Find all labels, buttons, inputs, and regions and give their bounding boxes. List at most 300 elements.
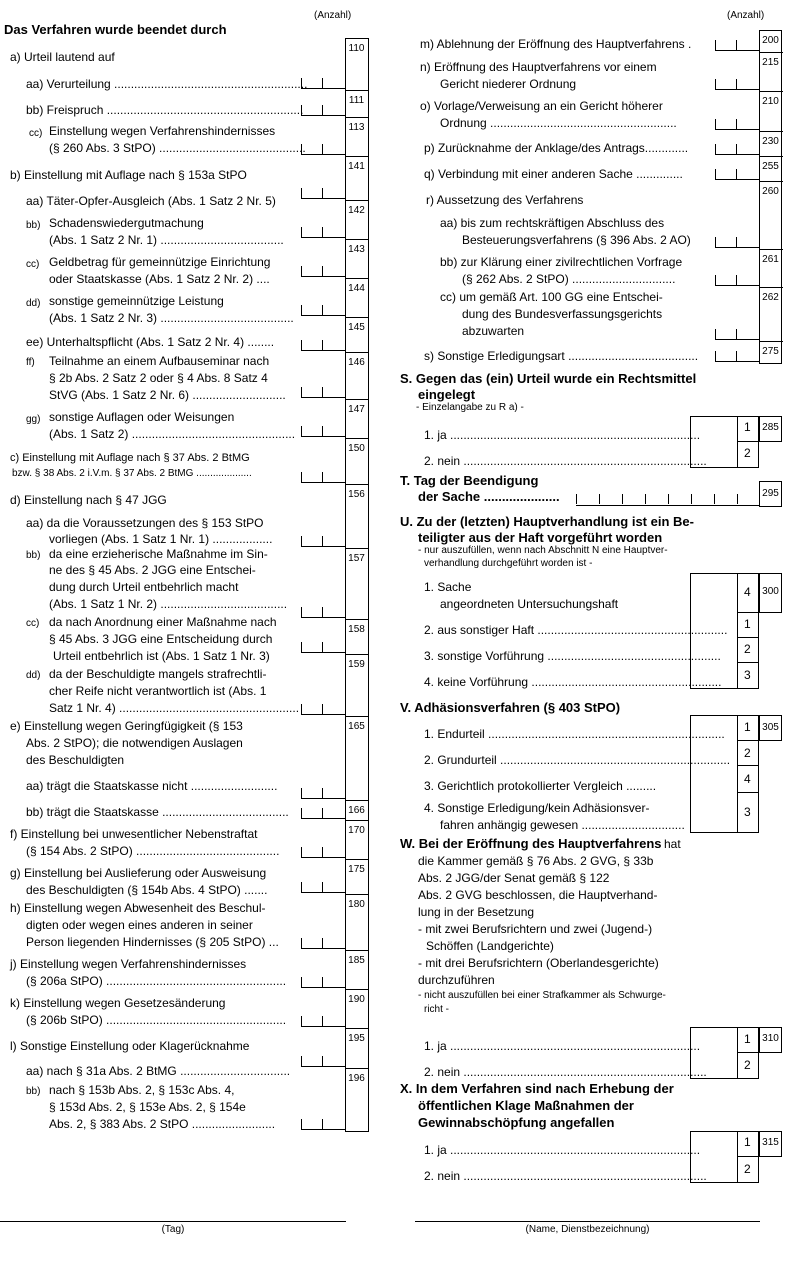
count-field-tick[interactable] xyxy=(322,227,323,237)
code-number: 230 xyxy=(762,136,779,147)
code-cell-divider xyxy=(345,352,369,353)
count-field-tick[interactable] xyxy=(715,144,716,154)
item-r-cc-l3: abzuwarten xyxy=(462,324,525,338)
date-digit-tick[interactable] xyxy=(714,494,715,504)
code-cell-divider xyxy=(759,131,783,132)
code-cell-divider xyxy=(759,156,783,157)
item-d-bb-l2: ne des § 45 Abs. 2 JGG eine Entschei- xyxy=(49,563,256,577)
item-d-cc-l1: da nach Anordnung einer Maßnahme nach xyxy=(49,615,277,629)
code-cell-divider xyxy=(345,859,369,860)
section-v-opt3: 3. Gerichtlich protokollierter Vergleich ......... xyxy=(424,779,657,793)
count-field-tick[interactable] xyxy=(322,607,323,617)
item-d-bb-l3: dung durch Urteil entbehrlich macht xyxy=(49,580,239,594)
code-number: 113 xyxy=(348,122,365,133)
item-c-l1: c) Einstellung mit Auflage nach § 37 Abs. 2 BtMG xyxy=(10,452,250,464)
count-field-tick[interactable] xyxy=(322,144,323,154)
item-n-l1: n) Eröffnung des Hauptverfahrens vor einem xyxy=(420,60,657,74)
item-d-dd-l3: Satz 1 Nr. 4) ...................................................... xyxy=(49,701,300,715)
count-field-tick[interactable] xyxy=(322,1119,323,1129)
count-field-tick[interactable] xyxy=(322,472,323,482)
right-code-column-top xyxy=(759,30,782,31)
section-w-code: 310 xyxy=(762,1033,779,1044)
item-d-bb-l4: (Abs. 1 Satz 1 Nr. 2) ...................................... xyxy=(49,597,288,611)
section-x-title-l3: Gewinnabschöpfung angefallen xyxy=(418,1115,615,1130)
count-field[interactable] xyxy=(715,50,759,51)
date-digit-tick[interactable] xyxy=(737,494,738,504)
code-number: 144 xyxy=(348,283,365,294)
count-field-tick[interactable] xyxy=(301,472,302,482)
item-d-bb-prefix: bb) xyxy=(26,550,41,561)
code-cell-divider xyxy=(345,950,369,951)
item-e-l2: Abs. 2 StPO); die notwendigen Auslagen xyxy=(26,736,243,750)
key-value: 1 xyxy=(744,1135,751,1149)
count-field-tick[interactable] xyxy=(322,642,323,652)
section-t-title-l1: T. Tag der Beendigung xyxy=(400,473,539,488)
count-field-tick[interactable] xyxy=(736,40,737,50)
item-d-dd-l1: da der Beschuldigte mangels strafrechtli- xyxy=(49,667,267,681)
count-field[interactable] xyxy=(301,154,345,155)
code-number: 185 xyxy=(348,955,365,966)
key-value: 2 xyxy=(744,446,751,460)
item-b-cc-l2: oder Staatskasse (Abs. 1 Satz 2 Nr. 2) .... xyxy=(49,272,270,286)
item-r-bb-l1: bb) zur Klärung einer zivilrechtlichen Vorfrage xyxy=(440,255,683,269)
count-field[interactable] xyxy=(715,285,759,286)
count-field-tick[interactable] xyxy=(301,387,302,397)
section-u-opt3: 3. sonstige Vorführung .................................................... xyxy=(424,649,721,663)
date-signature-line[interactable] xyxy=(0,1221,346,1222)
item-b-gg-l1: sonstige Auflagen oder Weisungen xyxy=(49,410,235,424)
count-field[interactable] xyxy=(301,436,345,437)
code-number: 260 xyxy=(762,186,779,197)
code-number: 170 xyxy=(348,825,365,836)
count-field-tick[interactable] xyxy=(301,1056,302,1066)
section-v-opt2: 2. Grundurteil ..................................................................... xyxy=(424,753,731,767)
key-value: 3 xyxy=(744,805,751,819)
item-e-aa: aa) trägt die Staatskasse nicht .......................... xyxy=(26,779,278,793)
count-field[interactable] xyxy=(301,482,345,483)
section-v-code: 305 xyxy=(762,722,779,733)
count-field-tick[interactable] xyxy=(322,808,323,818)
item-b-ee: ee) Unterhaltspflicht (Abs. 1 Satz 2 Nr. 4) ........ xyxy=(26,335,275,349)
key-value: 4 xyxy=(744,585,751,599)
item-l-aa: aa) nach § 31a Abs. 2 BtMG ................................. xyxy=(26,1064,291,1078)
section-t-title-l2: der Sache ..................... xyxy=(418,489,560,504)
right-code-column-left-edge xyxy=(759,30,760,364)
count-field-tick[interactable] xyxy=(715,351,716,361)
code-number: 210 xyxy=(762,96,779,107)
count-field[interactable] xyxy=(301,1066,345,1067)
code-number: 150 xyxy=(348,443,365,454)
count-field-tick[interactable] xyxy=(301,1016,302,1026)
count-field-tick[interactable] xyxy=(322,188,323,198)
section-s-note: - Einzelangabe zu R a) - xyxy=(416,402,524,413)
code-number: 156 xyxy=(348,489,365,500)
count-field-tick[interactable] xyxy=(301,704,302,714)
item-h-l1: h) Einstellung wegen Abwesenheit des Beschul- xyxy=(10,901,266,915)
section-w-note-l1: - nicht auszufüllen bei einer Strafkammer als Schwurge- xyxy=(418,990,666,1001)
section-s-ja: 1. ja ........................................................................... xyxy=(424,428,701,442)
count-field-tick[interactable] xyxy=(322,426,323,436)
section-u-title-l1: U. Zu der (letzten) Hauptverhandlung ist ein Be- xyxy=(400,514,694,529)
date-digit-tick[interactable] xyxy=(645,494,646,504)
section-v-opt4-l1: 4. Sonstige Erledigung/kein Adhäsionsver- xyxy=(424,801,650,815)
section-u-opt1-l1: 1. Sache xyxy=(424,580,472,594)
section-x-title-l2: öffentlichen Klage Maßnahmen der xyxy=(418,1098,634,1113)
count-field-tick[interactable] xyxy=(301,227,302,237)
item-g-l1: g) Einstellung bei Auslieferung oder Ausweisung xyxy=(10,866,267,880)
count-field-tick[interactable] xyxy=(301,266,302,276)
count-field-tick[interactable] xyxy=(301,144,302,154)
section-v-answer-field[interactable] xyxy=(690,715,738,833)
section-w-l5: lung in der Besetzung xyxy=(418,905,535,919)
code-number: 158 xyxy=(348,624,365,635)
count-field[interactable] xyxy=(301,397,345,398)
right-code-column-right-edge xyxy=(781,30,782,364)
section-w-l6: - mit zwei Berufsrichtern und zwei (Jugend-) xyxy=(418,922,653,936)
count-field[interactable] xyxy=(301,617,345,618)
item-m: m) Ablehnung der Eröffnung des Hauptverfahrens . xyxy=(420,37,692,51)
count-field-tick[interactable] xyxy=(736,169,737,179)
count-field-tick[interactable] xyxy=(322,1056,323,1066)
count-field-tick[interactable] xyxy=(301,977,302,987)
count-field-tick[interactable] xyxy=(322,938,323,948)
count-field-tick[interactable] xyxy=(322,1016,323,1026)
item-a-cc-l1: Einstellung wegen Verfahrenshindernisses xyxy=(49,124,276,138)
count-field-tick[interactable] xyxy=(322,305,323,315)
count-field[interactable] xyxy=(715,179,759,180)
date-caption: (Tag) xyxy=(161,1224,185,1235)
item-o-l1: o) Vorlage/Verweisung an ein Gericht höherer xyxy=(420,99,663,113)
count-field[interactable] xyxy=(301,88,345,89)
item-r-aa-l2: Besteuerungsverfahrens (§ 396 Abs. 2 AO) xyxy=(462,233,691,247)
section-u-opt4: 4. keine Vorführung ......................................................... xyxy=(424,675,722,689)
count-field-tick[interactable] xyxy=(322,78,323,88)
item-b-ff-l1: Teilnahme an einem Aufbauseminar nach xyxy=(49,354,270,368)
code-cell-divider xyxy=(345,548,369,549)
section-w-ja: 1. ja ........................................................................... xyxy=(424,1039,701,1053)
count-field[interactable] xyxy=(301,948,345,949)
count-field-tick[interactable] xyxy=(322,977,323,987)
count-field-tick[interactable] xyxy=(322,704,323,714)
count-field-tick[interactable] xyxy=(736,119,737,129)
count-field-tick[interactable] xyxy=(301,938,302,948)
item-d-aa-l1: aa) da die Voraussetzungen des § 153 StPO xyxy=(26,516,264,530)
code-cell-divider xyxy=(345,820,369,821)
code-column-left-edge xyxy=(345,38,346,1132)
count-field-tick[interactable] xyxy=(715,329,716,339)
item-b-bb-prefix: bb) xyxy=(26,220,41,231)
count-field[interactable] xyxy=(301,546,345,547)
item-r-aa-l1: aa) bis zum rechtskräftigen Abschluss des xyxy=(440,216,665,230)
item-r-cc-l2: dung des Bundesverfassungsgerichts xyxy=(462,307,663,321)
code-cell-divider xyxy=(345,156,369,157)
count-field-tick[interactable] xyxy=(736,329,737,339)
section-x-nein: 2. nein ......................................................................... xyxy=(424,1169,707,1183)
section-s-nein: 2. nein ......................................................................... xyxy=(424,454,707,468)
code-number: 275 xyxy=(762,346,779,357)
count-field-tick[interactable] xyxy=(322,340,323,350)
section-u-opt1-l2: angeordneten Untersuchungshaft xyxy=(440,597,619,611)
count-field-tick[interactable] xyxy=(322,788,323,798)
item-d-cc-l3: Urteil entbehrlich ist (Abs. 1 Satz 1 Nr. 3) xyxy=(53,649,270,663)
count-field[interactable] xyxy=(715,154,759,155)
count-field[interactable] xyxy=(715,247,759,248)
code-cell-divider xyxy=(345,484,369,485)
count-field[interactable] xyxy=(715,129,759,130)
code-number: 143 xyxy=(348,244,365,255)
count-field[interactable] xyxy=(301,652,345,653)
code-number: 166 xyxy=(348,805,365,816)
code-number: 190 xyxy=(348,994,365,1005)
key-value: 4 xyxy=(744,772,751,786)
item-a-cc-l2: (§ 260 Abs. 3 StPO) ............................................ xyxy=(49,141,306,155)
code-cell-divider xyxy=(759,341,783,342)
section-u-title-l2: teiligter aus der Haft vorgeführt worden xyxy=(418,530,663,545)
key-value: 2 xyxy=(744,1058,751,1072)
section-v-opt4-l2: fahren anhängig gewesen ............................... xyxy=(440,818,685,832)
item-b-bb-l2: (Abs. 1 Satz 2 Nr. 1) ..................................... xyxy=(49,233,284,247)
item-d-aa-l2: vorliegen (Abs. 1 Satz 1 Nr. 1) .................. xyxy=(49,532,273,546)
item-f-l1: f) Einstellung bei unwesentlicher Nebenstraftat xyxy=(10,827,258,841)
count-field[interactable] xyxy=(301,198,345,199)
key-value: 3 xyxy=(744,668,751,682)
section-x-answer-field[interactable] xyxy=(690,1131,738,1183)
count-field[interactable] xyxy=(715,339,759,340)
date-digit-tick[interactable] xyxy=(622,494,623,504)
item-l-bb-l1: nach § 153b Abs. 2, § 153c Abs. 4, xyxy=(49,1083,235,1097)
code-cell-divider xyxy=(759,181,783,182)
date-digit-tick[interactable] xyxy=(691,494,692,504)
section-w-nein: 2. nein ......................................................................... xyxy=(424,1065,707,1079)
count-field-tick[interactable] xyxy=(715,237,716,247)
count-field[interactable] xyxy=(301,798,345,799)
section-w-title-l1b: hat xyxy=(664,837,681,851)
section-u-note-l1: - nur auszufüllen, wenn nach Abschnitt N eine Hauptver- xyxy=(418,545,668,556)
key-value: 1 xyxy=(744,720,751,734)
code-cell-divider xyxy=(345,399,369,400)
section-s-title-l2: eingelegt xyxy=(418,387,476,402)
section-s-answer-field[interactable] xyxy=(690,416,738,468)
code-cell-divider xyxy=(345,278,369,279)
item-d-cc-l2: § 45 Abs. 3 JGG eine Entscheidung durch xyxy=(49,632,273,646)
count-field-tick[interactable] xyxy=(322,387,323,397)
name-caption: (Name, Dienstbezeichnung) xyxy=(525,1224,650,1235)
item-d-cc-prefix: cc) xyxy=(26,618,40,629)
item-b-gg-prefix: gg) xyxy=(26,414,41,425)
count-field[interactable] xyxy=(301,276,345,277)
count-field[interactable] xyxy=(715,89,759,90)
count-field-tick[interactable] xyxy=(715,275,716,285)
section-x-title-l1: X. In dem Verfahren sind nach Erhebung der xyxy=(400,1081,674,1096)
code-number: 215 xyxy=(762,57,779,68)
count-field[interactable] xyxy=(301,1129,345,1130)
code-cell-divider xyxy=(345,438,369,439)
code-number: 261 xyxy=(762,254,779,265)
count-field-tick[interactable] xyxy=(736,79,737,89)
count-field[interactable] xyxy=(301,892,345,893)
item-e-l3: des Beschuldigten xyxy=(26,753,125,767)
count-field-tick[interactable] xyxy=(322,105,323,115)
count-field-tick[interactable] xyxy=(715,169,716,179)
item-h-l2: digten oder wegen eines anderen in seiner xyxy=(26,918,253,932)
count-field-tick[interactable] xyxy=(322,847,323,857)
count-field[interactable] xyxy=(301,714,345,715)
section-u-code: 300 xyxy=(762,586,779,597)
count-field-tick[interactable] xyxy=(715,119,716,129)
item-e-bb: bb) trägt die Staatskasse ...................................... xyxy=(26,805,289,819)
count-field-tick[interactable] xyxy=(301,1119,302,1129)
count-field-tick[interactable] xyxy=(736,237,737,247)
item-d-bb-l1: da eine erzieherische Maßnahme im Sin- xyxy=(49,547,268,561)
count-field-tick[interactable] xyxy=(301,847,302,857)
date-digit-tick[interactable] xyxy=(576,494,577,504)
count-field-tick[interactable] xyxy=(715,79,716,89)
item-l-bb-l2: § 153d Abs. 2, § 153e Abs. 2, § 154e xyxy=(49,1100,246,1114)
section-x-ja: 1. ja ........................................................................... xyxy=(424,1143,701,1157)
count-field-tick[interactable] xyxy=(736,351,737,361)
section-w-l2: die Kammer gemäß § 76 Abs. 2 GVG, § 33b xyxy=(418,854,654,868)
key-value: 1 xyxy=(744,420,751,434)
count-field-tick[interactable] xyxy=(301,788,302,798)
count-field[interactable] xyxy=(301,115,345,116)
date-digit-tick[interactable] xyxy=(668,494,669,504)
item-l-bb-prefix: bb) xyxy=(26,1086,41,1097)
code-cell-divider xyxy=(345,200,369,201)
item-h-l3: Person liegenden Hindernisses (§ 205 StPO) ... xyxy=(26,935,279,949)
count-field-tick[interactable] xyxy=(301,882,302,892)
code-number: 175 xyxy=(348,864,365,875)
count-field[interactable] xyxy=(715,361,759,362)
count-field-tick[interactable] xyxy=(322,266,323,276)
code-cell-divider xyxy=(345,619,369,620)
count-field-tick[interactable] xyxy=(736,144,737,154)
code-number: 157 xyxy=(348,553,365,564)
item-a-bb: bb) Freispruch ........................................................... xyxy=(26,103,304,117)
count-field-tick[interactable] xyxy=(301,808,302,818)
count-field-tick[interactable] xyxy=(301,642,302,652)
date-digit-tick[interactable] xyxy=(599,494,600,504)
section-u-answer-field[interactable] xyxy=(690,573,738,689)
count-field-tick[interactable] xyxy=(301,105,302,115)
count-field[interactable] xyxy=(301,987,345,988)
item-b-ff-l2: § 2b Abs. 2 Satz 2 oder § 4 Abs. 8 Satz 4 xyxy=(49,371,268,385)
item-l-bb-l3: Abs. 2, § 383 Abs. 2 StPO ......................... xyxy=(49,1117,276,1131)
count-field[interactable] xyxy=(301,237,345,238)
code-column-bottom xyxy=(345,1131,369,1132)
item-b-dd-l2: (Abs. 1 Satz 2 Nr. 3) ........................................ xyxy=(49,311,294,325)
anzahl-label: (Anzahl) xyxy=(314,10,352,21)
section-w-l3: Abs. 2 JGG/der Senat gemäß § 122 xyxy=(418,871,610,885)
key-value: 2 xyxy=(744,642,751,656)
code-number: 110 xyxy=(348,43,365,54)
section-w-title-l1: W. Bei der Eröffnung des Hauptverfahrens xyxy=(400,836,662,851)
item-s: s) Sonstige Erledigungsart ....................................... xyxy=(424,349,699,363)
count-field-tick[interactable] xyxy=(715,40,716,50)
item-k-l1: k) Einstellung wegen Gesetzesänderung xyxy=(10,996,226,1010)
count-field-tick[interactable] xyxy=(301,536,302,546)
item-a-cc-prefix: cc) xyxy=(29,128,43,139)
code-column-right-edge xyxy=(368,38,369,1132)
code-number: 180 xyxy=(348,899,365,910)
count-field-tick[interactable] xyxy=(301,340,302,350)
code-number: 255 xyxy=(762,161,779,172)
code-cell-divider xyxy=(345,1068,369,1069)
code-cell-divider xyxy=(345,716,369,717)
count-field-tick[interactable] xyxy=(301,78,302,88)
code-cell-divider xyxy=(345,1028,369,1029)
code-cell-divider xyxy=(759,52,783,53)
item-j-l2: (§ 206a StPO) ...................................................... xyxy=(26,974,287,988)
item-n-l2: Gericht niederer Ordnung xyxy=(440,77,577,91)
count-field-tick[interactable] xyxy=(301,426,302,436)
code-number: 146 xyxy=(348,357,365,368)
item-b-cc-l1: Geldbetrag für gemeinnützige Einrichtung xyxy=(49,255,271,269)
item-b-dd-prefix: dd) xyxy=(26,298,41,309)
code-number: 142 xyxy=(348,205,365,216)
item-k-l2: (§ 206b StPO) ...................................................... xyxy=(26,1013,287,1027)
name-signature-line[interactable] xyxy=(415,1221,760,1222)
code-number: 141 xyxy=(348,161,365,172)
count-field-tick[interactable] xyxy=(301,607,302,617)
item-d: d) Einstellung nach § 47 JGG xyxy=(10,493,167,507)
section-x-code: 315 xyxy=(762,1137,779,1148)
anzahl-label-right: (Anzahl) xyxy=(727,10,765,21)
section-v-title: V. Adhäsionsverfahren (§ 403 StPO) xyxy=(400,700,621,715)
code-cell-divider xyxy=(759,249,783,250)
item-o-l2: Ordnung ........................................................ xyxy=(440,116,677,130)
item-e-l1: e) Einstellung wegen Geringfügigkeit (§ 153 xyxy=(10,719,243,733)
section-w-answer-field[interactable] xyxy=(690,1027,738,1079)
count-field[interactable] xyxy=(301,818,345,819)
section-title: Das Verfahren wurde beendet durch xyxy=(4,22,227,37)
section-u-opt2: 2. aus sonstiger Haft ......................................................... xyxy=(424,623,728,637)
code-cell-divider xyxy=(345,654,369,655)
section-v-opt1: 1. Endurteil ....................................................................... xyxy=(424,727,725,741)
item-b-aa: aa) Täter-Opfer-Ausgleich (Abs. 1 Satz 2 Nr. 5) xyxy=(26,194,276,208)
count-field[interactable] xyxy=(301,315,345,316)
item-r-cc-l1: cc) um gemäß Art. 100 GG eine Entschei- xyxy=(440,290,663,304)
code-number: 262 xyxy=(762,292,779,303)
section-w-note-l2: richt - xyxy=(424,1004,449,1015)
item-p: p) Zurücknahme der Anklage/des Antrags............. xyxy=(424,141,689,155)
key-value: 1 xyxy=(744,617,751,631)
key-value: 2 xyxy=(744,1162,751,1176)
item-b-dd-l1: sonstige gemeinnützige Leistung xyxy=(49,294,224,308)
item-l: l) Sonstige Einstellung oder Klagerücknahme xyxy=(10,1039,250,1053)
code-cell-divider xyxy=(759,91,783,92)
item-c-l2: bzw. § 38 Abs. 2 i.V.m. § 37 Abs. 2 BtMG .................... xyxy=(12,468,252,479)
code-cell-divider xyxy=(345,989,369,990)
item-f-l2: (§ 154 Abs. 2 StPO) ........................................... xyxy=(26,844,280,858)
count-field-tick[interactable] xyxy=(322,536,323,546)
code-number: 147 xyxy=(348,404,365,415)
count-field-tick[interactable] xyxy=(736,275,737,285)
count-field-tick[interactable] xyxy=(322,882,323,892)
count-field[interactable] xyxy=(301,1026,345,1027)
count-field-tick[interactable] xyxy=(301,188,302,198)
section-s-code: 285 xyxy=(762,422,779,433)
code-cell-divider xyxy=(345,90,369,91)
right-code-column-bottom xyxy=(759,363,782,364)
count-field-tick[interactable] xyxy=(301,305,302,315)
section-w-l4: Abs. 2 GVG beschlossen, die Hauptverhand- xyxy=(418,888,658,902)
date-baseline[interactable] xyxy=(576,505,759,506)
count-field[interactable] xyxy=(301,350,345,351)
count-field[interactable] xyxy=(301,857,345,858)
code-cell-divider xyxy=(345,239,369,240)
item-a: a) Urteil lautend auf xyxy=(10,50,115,64)
item-b-cc-prefix: cc) xyxy=(26,259,40,270)
